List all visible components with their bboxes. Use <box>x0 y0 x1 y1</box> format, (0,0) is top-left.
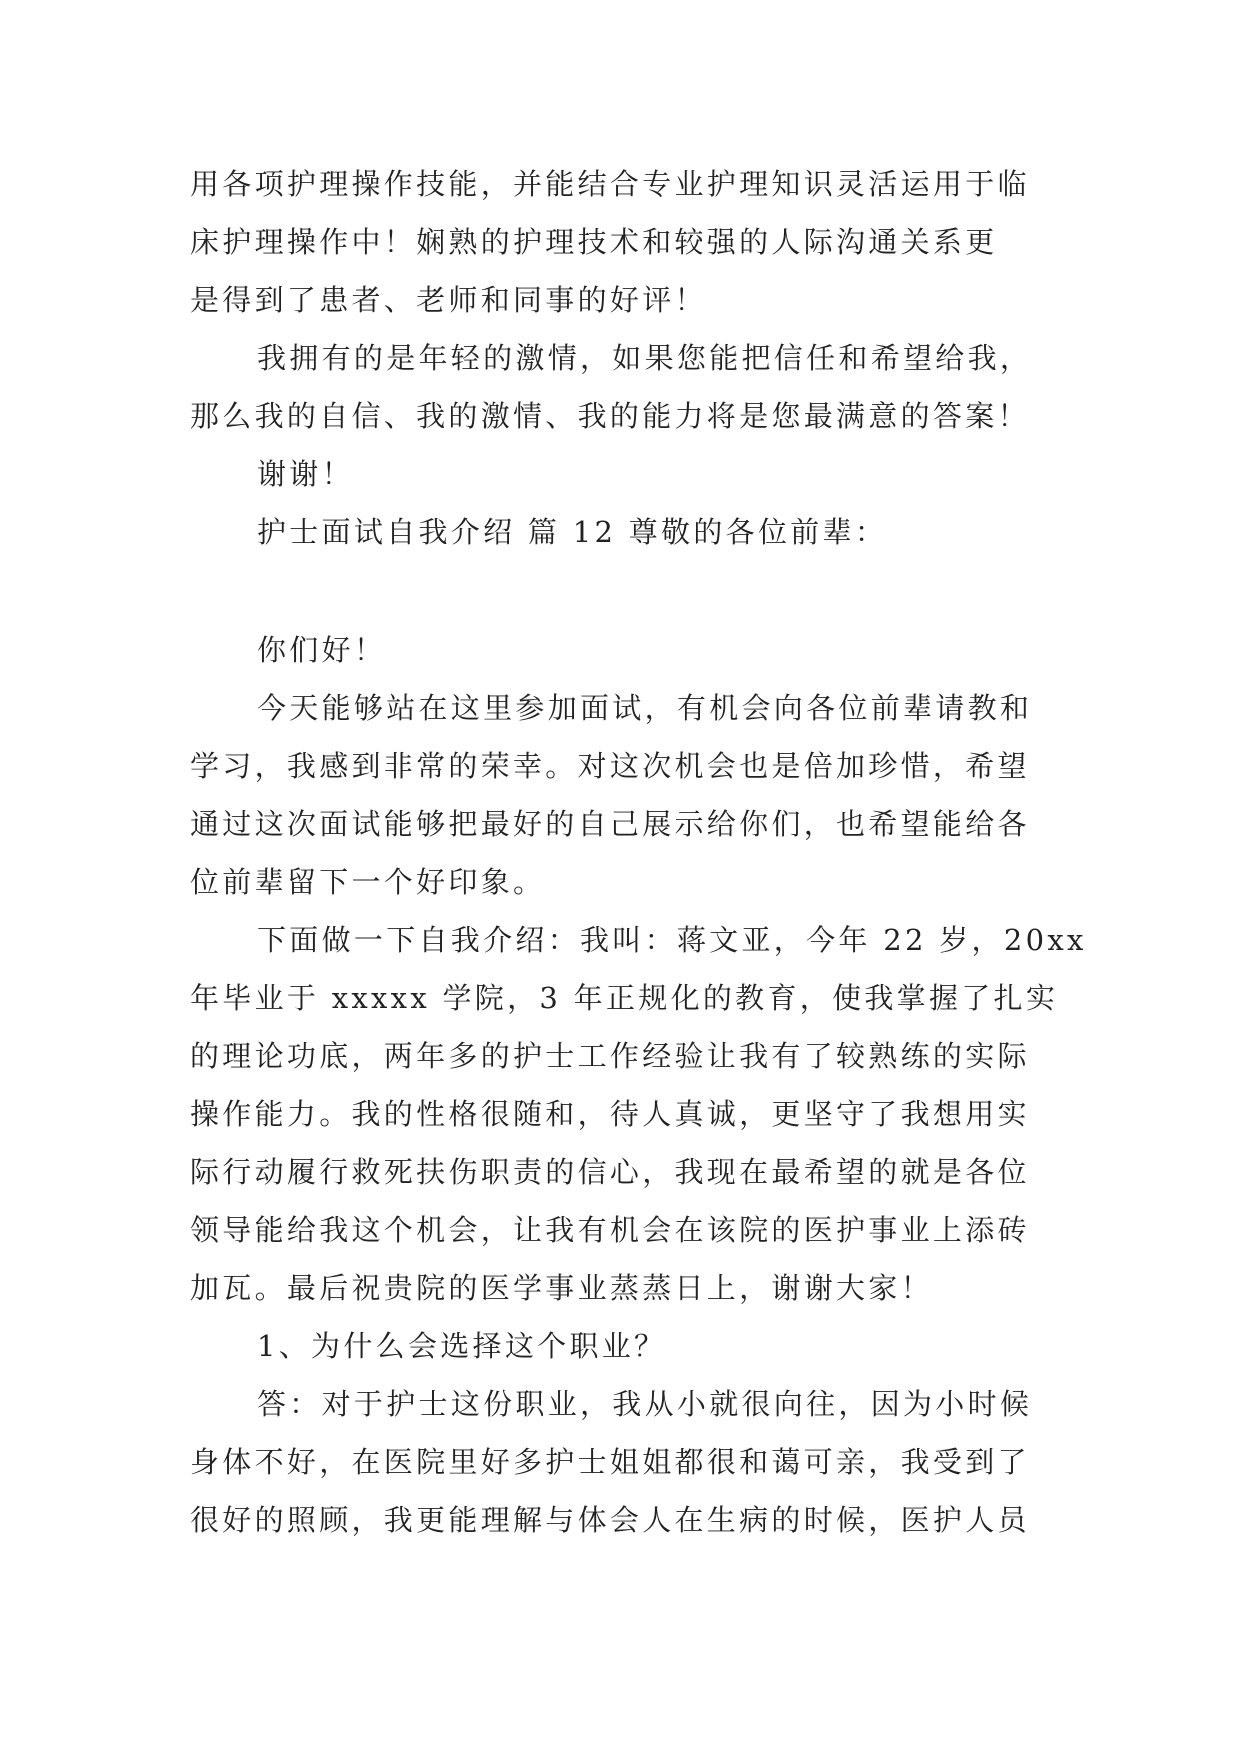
text-line: 年毕业于 xxxxx 学院，3 年正规化的教育，使我掌握了扎实 <box>190 981 1059 1015</box>
text-line: 加瓦。最后祝贵院的医学事业蒸蒸日上，谢谢大家！ <box>190 1271 933 1305</box>
closing-thanks: 谢谢！ <box>257 457 354 491</box>
text-line: 那么我的自信、我的激情、我的能力将是您最满意的答案！ <box>190 399 1030 433</box>
text-line: 际行动履行救死扶伤职责的信心，我现在最希望的就是各位 <box>190 1155 1030 1189</box>
text-line: 身体不好，在医院里好多护士姐姐都很和蔼可亲，我受到了 <box>190 1445 1030 1479</box>
text-line: 位前辈留下一个好印象。 <box>190 865 546 899</box>
text-line: 操作能力。我的性格很随和，待人真诚，更坚守了我想用实 <box>190 1097 1030 1131</box>
paragraph-start-line: 下面做一下自我介绍：我叫：蒋文亚，今年 22 岁，20xx <box>257 923 1087 957</box>
text-line: 很好的照顾，我更能理解与体会人在生病的时候，医护人员 <box>190 1503 1030 1537</box>
text-line: 领导能给我这个机会，让我有机会在该院的医护事业上添砖 <box>190 1213 1030 1247</box>
section-heading: 护士面试自我介绍 篇 12 尊敬的各位前辈： <box>257 515 888 549</box>
paragraph-start-line: 今天能够站在这里参加面试，有机会向各位前辈请教和 <box>257 691 1033 725</box>
text-line: 是得到了患者、老师和同事的好评！ <box>190 283 707 317</box>
question-heading: 1、为什么会选择这个职业？ <box>257 1329 667 1363</box>
text-line: 学习，我感到非常的荣幸。对这次机会也是倍加珍惜，希望 <box>190 749 1030 783</box>
text-line: 床护理操作中！娴熟的护理技术和较强的人际沟通关系更 <box>190 225 998 259</box>
paragraph-start-line: 我拥有的是年轻的激情，如果您能把信任和希望给我， <box>257 341 1033 375</box>
text-line: 通过这次面试能够把最好的自己展示给你们，也希望能给各 <box>190 807 1030 841</box>
paragraph-start-line: 答：对于护士这份职业，我从小就很向往，因为小时候 <box>257 1387 1033 1421</box>
greeting-line: 你们好！ <box>257 633 387 667</box>
text-line: 的理论功底，两年多的护士工作经验让我有了较熟练的实际 <box>190 1039 1030 1073</box>
text-line: 用各项护理操作技能，并能结合专业护理知识灵活运用于临 <box>190 167 1030 201</box>
